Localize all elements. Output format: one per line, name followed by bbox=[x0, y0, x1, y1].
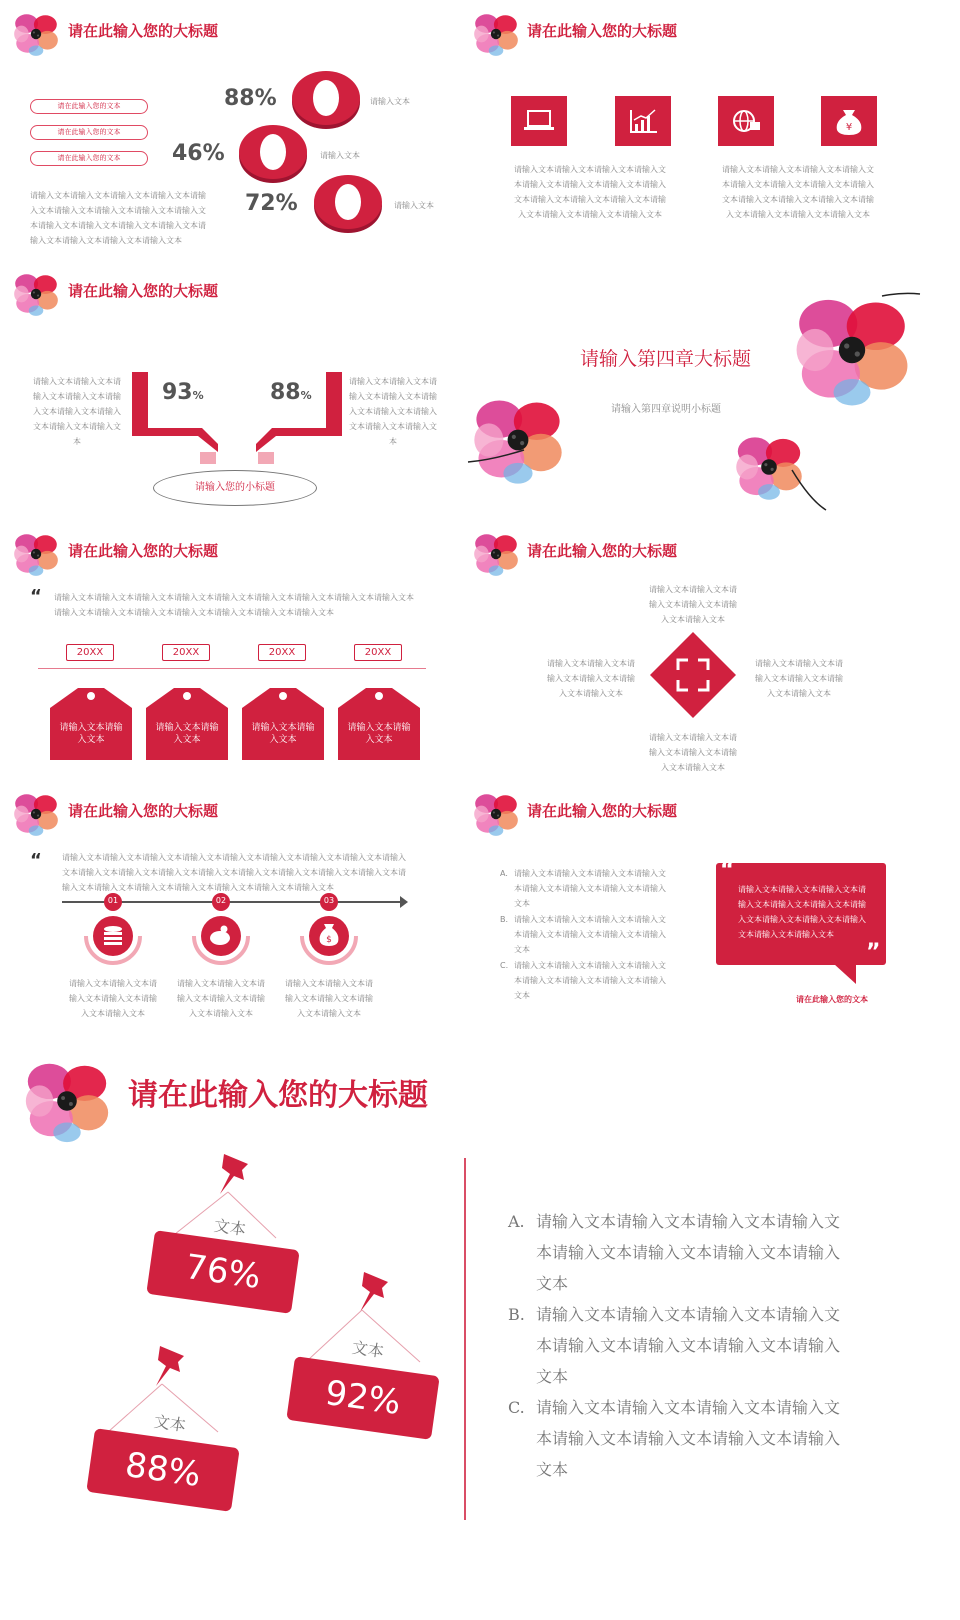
body-text-left: 请输入文本请输入文本请输入文本请输入文本请输入文本请输入文本请输入文本请输入文本请输入文本 bbox=[33, 377, 121, 446]
ring-icon bbox=[312, 172, 384, 234]
list-item: B. 请输入文本请输入文本请输入文本请输入文本请输入文本请输入文本请输入文本请输入文本 bbox=[508, 1305, 841, 1386]
ring-label: 请输入文本 bbox=[394, 201, 434, 210]
flower-icon bbox=[10, 268, 62, 320]
year-box: 20XX bbox=[162, 644, 210, 661]
money-bag-icon bbox=[821, 96, 877, 146]
body-paragraph: 请输入文本请输入文本请输入文本请输入文本请输入文本请输入文本请输入文本请输入文本请输入文本请输入文本请输入文本请输入文本请输入文本请输入文本请输入文本 bbox=[722, 165, 874, 219]
ring-icon bbox=[237, 122, 309, 184]
card-text: 请输入文本请输入文本 bbox=[59, 723, 123, 745]
step-text: 请输入文本请输入文本请输入文本请输入文本请输入文本请输入文本 bbox=[69, 979, 157, 1018]
subtitle-ellipse: 请输入您的小标题 bbox=[153, 470, 317, 506]
stem-line bbox=[462, 260, 928, 515]
timeline-line bbox=[38, 668, 426, 669]
bubble-caption: 请在此输入您的文本 bbox=[796, 995, 868, 1004]
slide-title: 请在此输入您的大标题 bbox=[68, 282, 219, 300]
year-box: 20XX bbox=[258, 644, 306, 661]
percent-tag: 88% bbox=[86, 1428, 239, 1512]
slide-title: 请在此输入您的大标题 bbox=[527, 542, 678, 560]
right-text: 请输入文本请输入文本请输入文本请输入文本请输入文本请输入文本 bbox=[755, 659, 843, 698]
quote-open-icon: “ bbox=[720, 858, 735, 883]
step-number: 01 bbox=[107, 896, 119, 905]
quote-close-icon: ” bbox=[866, 940, 881, 965]
step-text: 请输入文本请输入文本请输入文本请输入文本请输入文本请输入文本 bbox=[285, 979, 373, 1018]
tag-card bbox=[242, 680, 324, 760]
globe-icon bbox=[718, 96, 774, 146]
slide-title: 请在此输入您的大标题 bbox=[527, 22, 678, 40]
percent-tag: 76% bbox=[146, 1230, 299, 1314]
divider-line bbox=[464, 1158, 466, 1520]
tag-label: 文本 bbox=[212, 1215, 248, 1240]
percent-value: 88% bbox=[224, 86, 277, 111]
year-box: 20XX bbox=[354, 644, 402, 661]
ring-icon bbox=[290, 68, 362, 130]
percent-left: 93% bbox=[162, 380, 204, 405]
flower-icon bbox=[470, 528, 522, 580]
chapter-title: 请输入第四章大标题 bbox=[580, 348, 752, 370]
slide-2 bbox=[462, 0, 928, 255]
ring-label: 请输入文本 bbox=[370, 97, 410, 106]
body-paragraph: 请输入文本请输入文本请输入文本请输入文本请输入文本请输入文本请输入文本请输入文本请输入文本请输入文本请输入文本请输入文本请输入文本请输入文本请输入文本 bbox=[514, 165, 666, 219]
body-paragraph: 请输入文本请输入文本请输入文本请输入文本请输入文本请输入文本请输入文本请输入文本请输入文本请输入文本请输入文本请输入文本请输入文本请输入文本请输入文本请输入文本请输入文本 bbox=[30, 191, 206, 245]
year-box: 20XX bbox=[66, 644, 114, 661]
slide-title: 请在此输入您的大标题 bbox=[527, 802, 678, 820]
tag-card bbox=[338, 680, 420, 760]
slide-title: 请在此输入您的大标题 bbox=[68, 802, 219, 820]
card-text: 请输入文本请输入文本 bbox=[155, 723, 219, 745]
flower-icon bbox=[470, 8, 522, 60]
list-item: B. 请输入文本请输入文本请输入文本请输入文本请输入文本请输入文本请输入文本请输入文本 bbox=[500, 915, 666, 954]
list-item: C. 请输入文本请输入文本请输入文本请输入文本请输入文本请输入文本请输入文本请输入文本 bbox=[500, 961, 666, 1000]
percent-value: 46% bbox=[172, 141, 225, 166]
body-text-right: 请输入文本请输入文本请输入文本请输入文本请输入文本请输入文本请输入文本请输入文本请输入文本 bbox=[349, 377, 437, 446]
step-text: 请输入文本请输入文本请输入文本请输入文本请输入文本请输入文本 bbox=[177, 979, 265, 1018]
card-text: 请输入文本请输入文本 bbox=[347, 723, 411, 745]
quote-text: 请输入文本请输入文本请输入文本请输入文本请输入文本请输入文本请输入文本请输入文本请输入文本请输入文本请输入文本请输入文本请输入文本请输入文本请输入文本请输入文本请输入文本请输入文本请输入文本请输入文本请输入文本请输入文本请输入文本请输入文本 bbox=[62, 853, 406, 892]
quote-icon: “ bbox=[30, 586, 42, 607]
tag-card bbox=[50, 680, 132, 760]
flower-icon bbox=[10, 528, 62, 580]
list-item: A. 请输入文本请输入文本请输入文本请输入文本请输入文本请输入文本请输入文本请输入文本 bbox=[500, 869, 666, 908]
list-item: A. 请输入文本请输入文本请输入文本请输入文本请输入文本请输入文本请输入文本请输入文本 bbox=[508, 1212, 841, 1293]
text-pill: 请在此输入您的文本 bbox=[30, 151, 148, 166]
percent-tag: 92% bbox=[286, 1356, 439, 1440]
step-number: 02 bbox=[215, 896, 227, 905]
slide-1 bbox=[0, 0, 455, 255]
slide-7 bbox=[0, 780, 455, 1035]
slide-title: 请在此输入您的大标题 bbox=[68, 22, 219, 40]
slide-6 bbox=[462, 520, 928, 775]
bottom-text: 请输入文本请输入文本请输入文本请输入文本请输入文本请输入文本 bbox=[649, 733, 737, 772]
ring-label: 请输入文本 bbox=[320, 151, 360, 160]
slide-3 bbox=[0, 260, 455, 515]
flower-icon bbox=[10, 788, 62, 840]
slide-5 bbox=[0, 520, 455, 775]
arrow-head-icon bbox=[400, 896, 408, 908]
flower-icon bbox=[10, 8, 62, 60]
chart-icon bbox=[615, 96, 671, 146]
top-text: 请输入文本请输入文本请输入文本请输入文本请输入文本请输入文本 bbox=[649, 585, 737, 624]
slide-9 bbox=[0, 1040, 928, 1600]
slide-title: 请在此输入您的大标题 bbox=[128, 1078, 428, 1113]
speech-bubble-tail bbox=[834, 964, 856, 984]
slide-8 bbox=[462, 780, 928, 1035]
percent-value: 72% bbox=[245, 191, 298, 216]
tag-card bbox=[146, 680, 228, 760]
text-pill: 请在此输入您的文本 bbox=[30, 99, 148, 114]
flower-icon bbox=[470, 788, 522, 840]
quote-text: 请输入文本请输入文本请输入文本请输入文本请输入文本请输入文本请输入文本请输入文本请输入文本请输入文本请输入文本请输入文本请输入文本请输入文本请输入文本请输入文本 bbox=[54, 593, 414, 617]
quote-icon: “ bbox=[30, 850, 42, 871]
percent-right: 88% bbox=[270, 380, 312, 405]
svg-text:$: $ bbox=[326, 935, 332, 945]
chapter-subtitle: 请输入第四章说明小标题 bbox=[611, 404, 721, 415]
bubble-text: 请输入文本请输入文本请输入文本请输入文本请输入文本请输入文本请输入文本请输入文本请输入文本请输入文本请输入文本请输入文本 bbox=[738, 885, 866, 939]
slide-title: 请在此输入您的大标题 bbox=[68, 542, 219, 560]
flower-icon bbox=[18, 1046, 116, 1156]
diamond-icon bbox=[648, 630, 738, 720]
laptop-icon bbox=[511, 96, 567, 146]
slide-4 bbox=[462, 260, 928, 515]
card-text: 请输入文本请输入文本 bbox=[251, 723, 315, 745]
step-number: 03 bbox=[323, 896, 335, 905]
left-text: 请输入文本请输入文本请输入文本请输入文本请输入文本请输入文本 bbox=[547, 659, 635, 698]
tag-label: 文本 bbox=[152, 1411, 188, 1436]
svg-text:¥: ¥ bbox=[845, 122, 853, 133]
text-pill: 请在此输入您的文本 bbox=[30, 125, 148, 140]
list-item: C. 请输入文本请输入文本请输入文本请输入文本请输入文本请输入文本请输入文本请输入文本 bbox=[508, 1398, 841, 1479]
tag-label: 文本 bbox=[350, 1337, 386, 1362]
